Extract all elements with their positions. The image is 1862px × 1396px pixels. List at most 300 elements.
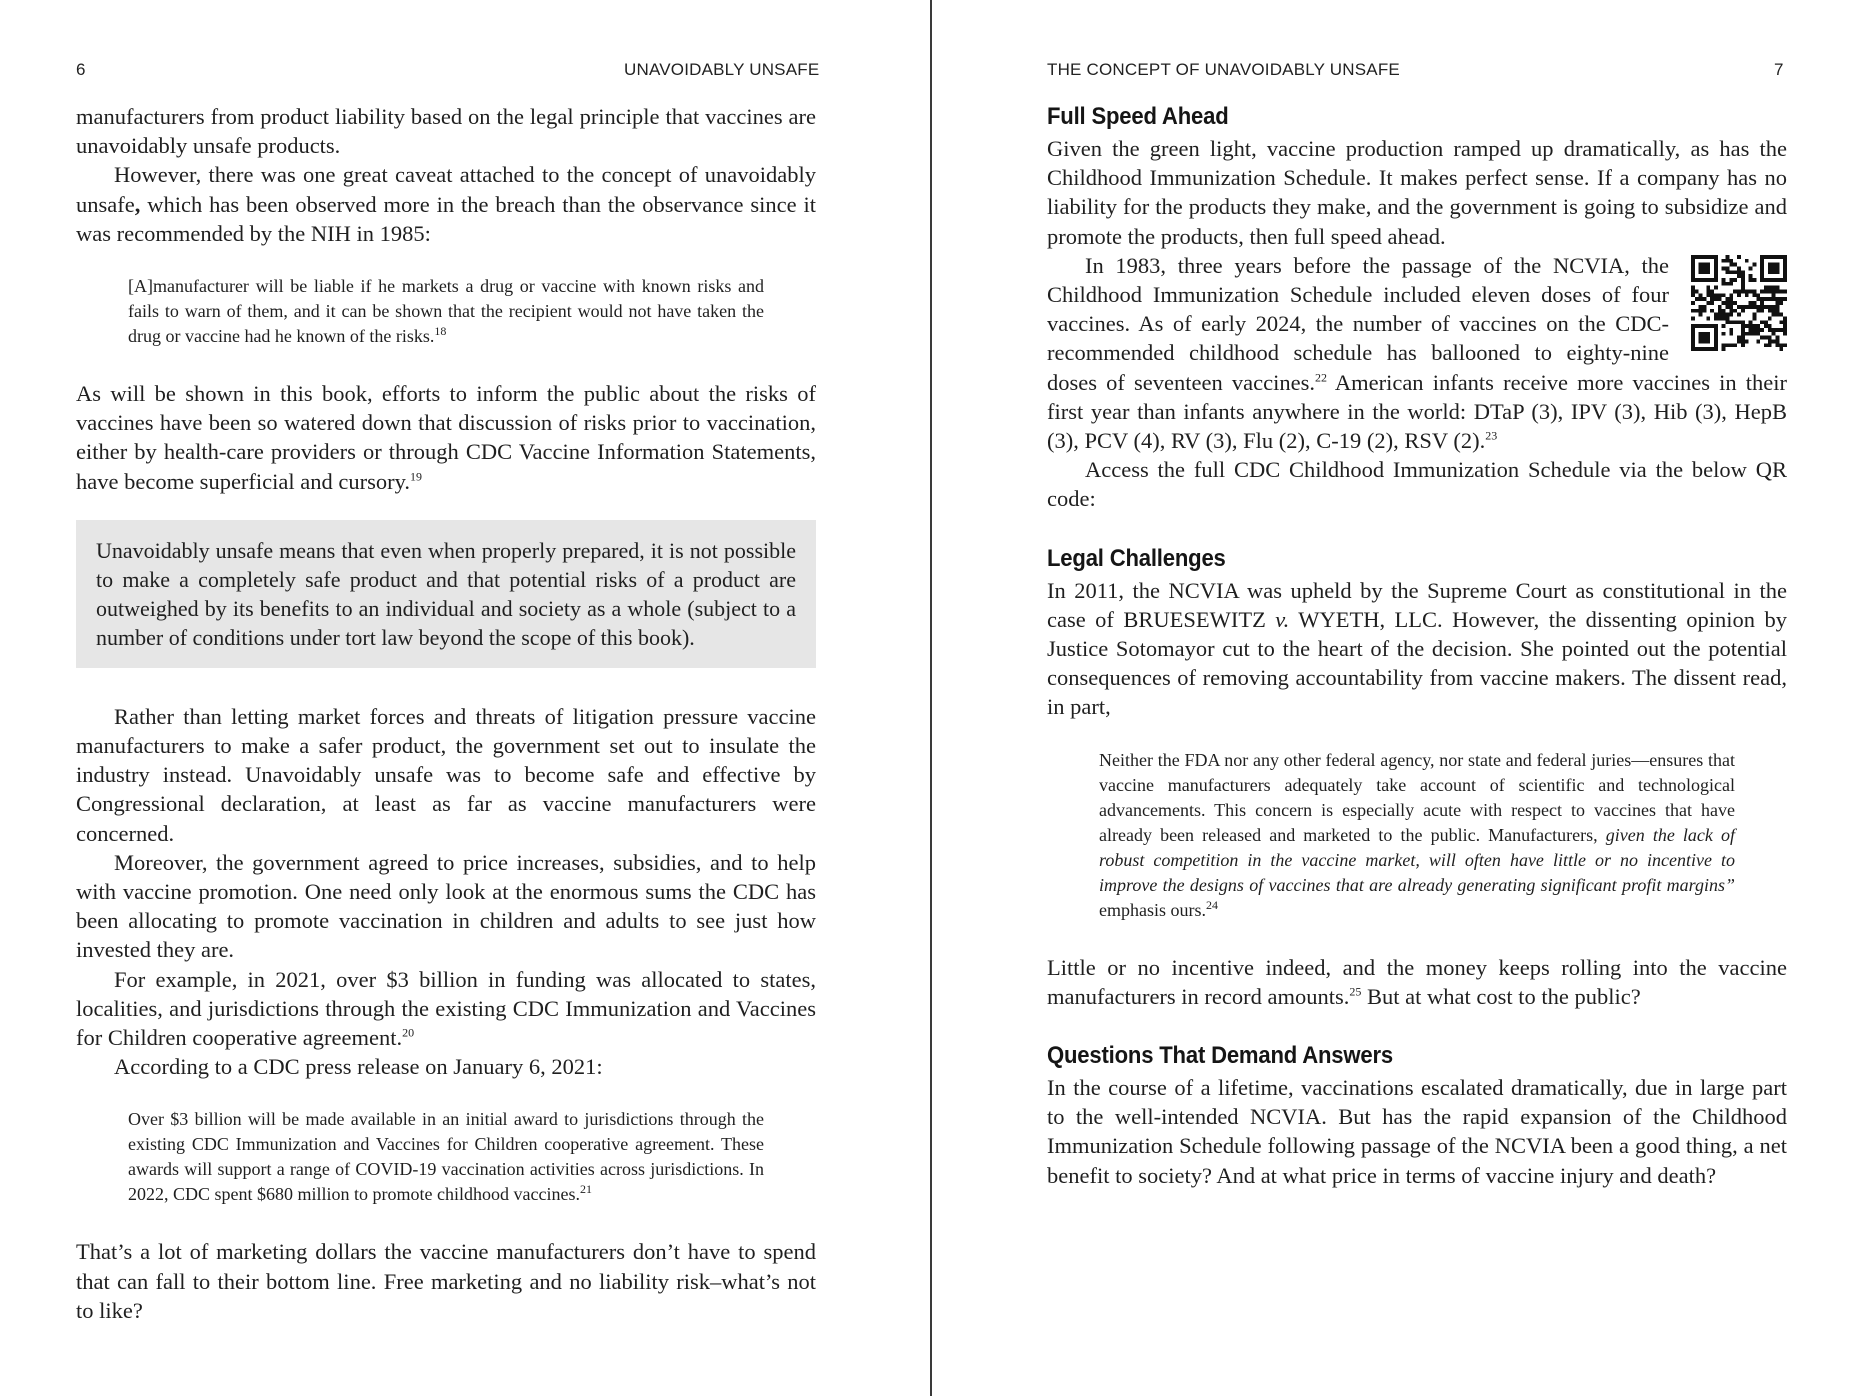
- qr-module: [1691, 328, 1695, 332]
- block-quote-nih-body: [A]manufacturer will be liable if he markets a drug or vaccine with known risks and fails to warn of them, and it can be shown that the recipient would not have taken the drug or vaccine had he known of the risks.: [128, 276, 764, 347]
- qr-module: [1706, 255, 1710, 259]
- qr-module: [1691, 259, 1695, 263]
- qr-module: [1752, 312, 1756, 316]
- qr-module: [1729, 332, 1733, 336]
- paragraph-supreme-court-text-a: In 2011, the NCVIA was upheld by the Supreme Court as constitutional in the case of BRUESEWITZ: [1047, 577, 1787, 632]
- qr-module: [1768, 286, 1772, 290]
- qr-module: [1783, 259, 1787, 263]
- qr-module: [1691, 266, 1695, 270]
- qr-module: [1749, 266, 1753, 270]
- paragraph-continued: manufacturers from product liability based on the legal principle that vaccines are unavoidably unsafe products.: [76, 104, 816, 159]
- qr-module: [1768, 328, 1772, 332]
- qr-module: [1695, 255, 1699, 259]
- qr-module: [1764, 289, 1768, 293]
- qr-module: [1760, 259, 1764, 263]
- qr-module: [1710, 347, 1714, 351]
- qr-module: [1714, 328, 1718, 332]
- qr-module: [1768, 289, 1772, 293]
- qr-module: [1768, 262, 1772, 266]
- qr-module: [1768, 324, 1772, 328]
- qr-module: [1752, 328, 1756, 332]
- qr-module: [1756, 332, 1760, 336]
- qr-module: [1779, 278, 1783, 282]
- footnote-ref-20: 20: [402, 1025, 415, 1040]
- qr-module: [1783, 332, 1787, 336]
- qr-module: [1691, 309, 1695, 313]
- block-quote-nih: [128, 274, 764, 349]
- qr-module: [1714, 297, 1718, 301]
- block-quote-dissent-emphasis-note: emphasis ours.: [1099, 899, 1206, 920]
- qr-module: [1764, 335, 1768, 339]
- qr-module: [1706, 270, 1710, 274]
- qr-module: [1756, 324, 1760, 328]
- qr-module: [1699, 262, 1703, 266]
- qr-code-icon[interactable]: [1691, 255, 1787, 351]
- qr-module: [1760, 289, 1764, 293]
- paragraph-risks: [76, 379, 816, 496]
- qr-module: [1726, 259, 1730, 263]
- qr-module: [1726, 282, 1730, 286]
- qr-module: [1760, 262, 1764, 266]
- qr-module: [1775, 301, 1779, 305]
- qr-module: [1772, 266, 1776, 270]
- paragraph-schedule-growth: [1047, 251, 1787, 455]
- left-text-column: [76, 102, 816, 1325]
- qr-module: [1779, 297, 1783, 301]
- qr-module: [1714, 278, 1718, 282]
- qr-module: [1691, 289, 1695, 293]
- qr-module: [1729, 328, 1733, 332]
- paragraph-supreme-court: [1047, 576, 1787, 722]
- qr-module: [1775, 278, 1779, 282]
- qr-module: [1722, 324, 1726, 328]
- qr-module: [1722, 282, 1726, 286]
- block-quote-dissent: [1099, 748, 1735, 923]
- qr-module: [1775, 262, 1779, 266]
- qr-module: [1737, 289, 1741, 293]
- qr-module: [1714, 270, 1718, 274]
- qr-module: [1729, 293, 1733, 297]
- qr-module: [1760, 320, 1764, 324]
- qr-module: [1764, 305, 1768, 309]
- qr-module: [1775, 286, 1779, 290]
- qr-module: [1760, 335, 1764, 339]
- running-head-left: UNAVOIDABLY UNSAFE: [624, 60, 820, 79]
- qr-module: [1760, 274, 1764, 278]
- qr-module: [1703, 278, 1707, 282]
- qr-module: [1779, 347, 1783, 351]
- qr-module: [1741, 320, 1745, 324]
- qr-module: [1729, 320, 1733, 324]
- qr-module: [1779, 255, 1783, 259]
- qr-module: [1768, 316, 1772, 320]
- qr-module: [1783, 289, 1787, 293]
- qr-module: [1749, 289, 1753, 293]
- qr-module: [1726, 312, 1730, 316]
- qr-module: [1775, 312, 1779, 316]
- qr-module: [1749, 274, 1753, 278]
- block-quote-dissent-text: [1099, 748, 1735, 923]
- footnote-ref-19: 19: [410, 469, 423, 484]
- qr-module: [1718, 309, 1722, 313]
- qr-module: [1703, 297, 1707, 301]
- qr-module: [1768, 335, 1772, 339]
- qr-module: [1760, 305, 1764, 309]
- qr-module: [1699, 332, 1703, 336]
- qr-module: [1699, 347, 1703, 351]
- qr-module: [1779, 312, 1783, 316]
- qr-module: [1729, 297, 1733, 301]
- qr-module: [1699, 335, 1703, 339]
- qr-module: [1726, 316, 1730, 320]
- qr-module: [1737, 293, 1741, 297]
- qr-module: [1772, 286, 1776, 290]
- qr-module: [1714, 286, 1718, 290]
- qr-module: [1699, 305, 1703, 309]
- block-quote-nih-text: [128, 274, 764, 349]
- qr-module: [1741, 270, 1745, 274]
- qr-module: [1760, 270, 1764, 274]
- left-page: [0, 0, 930, 1396]
- qr-module: [1729, 309, 1733, 313]
- qr-module: [1729, 301, 1733, 305]
- qr-module: [1691, 255, 1695, 259]
- qr-module: [1733, 278, 1737, 282]
- qr-module: [1729, 262, 1733, 266]
- qr-module: [1710, 289, 1714, 293]
- paragraph-access-schedule: Access the full CDC Childhood Immunization Schedule via the below QR code:: [1047, 457, 1787, 512]
- qr-module: [1764, 297, 1768, 301]
- qr-module: [1722, 278, 1726, 282]
- qr-module: [1741, 343, 1745, 347]
- qr-module: [1760, 278, 1764, 282]
- block-quote-dissent-italic: given the lack of robust competition in the vaccine market, will often have little or no incentive to improve the designs of vaccines that are already generating significant profit margins”: [1099, 824, 1735, 895]
- qr-module: [1764, 320, 1768, 324]
- qr-module: [1733, 320, 1737, 324]
- qr-module: [1706, 335, 1710, 339]
- qr-module: [1760, 309, 1764, 313]
- qr-module: [1764, 324, 1768, 328]
- qr-module: [1752, 301, 1756, 305]
- qr-module: [1768, 255, 1772, 259]
- qr-module: [1760, 297, 1764, 301]
- qr-module: [1726, 305, 1730, 309]
- qr-module: [1756, 305, 1760, 309]
- qr-module: [1722, 332, 1726, 336]
- qr-module: [1756, 309, 1760, 313]
- qr-module: [1706, 332, 1710, 336]
- qr-module: [1699, 297, 1703, 301]
- qr-module: [1737, 335, 1741, 339]
- qr-module: [1745, 259, 1749, 263]
- qr-module: [1783, 297, 1787, 301]
- qr-module: [1691, 343, 1695, 347]
- paragraph-little-incentive-text-a: Little or no incentive indeed, and the money keeps rolling into the vaccine manufacturers in record amounts.: [1047, 954, 1787, 1009]
- qr-module: [1783, 278, 1787, 282]
- qr-module: [1699, 309, 1703, 313]
- qr-module: [1703, 324, 1707, 328]
- qr-module: [1691, 293, 1695, 297]
- section-heading-full-speed: Full Speed Ahead: [1047, 103, 1229, 130]
- qr-module: [1741, 332, 1745, 336]
- qr-module: [1714, 255, 1718, 259]
- qr-module: [1745, 305, 1749, 309]
- qr-module: [1726, 343, 1730, 347]
- section-heading-legal-challenges: Legal Challenges: [1047, 544, 1226, 572]
- qr-module: [1741, 324, 1745, 328]
- qr-module: [1741, 289, 1745, 293]
- qr-module: [1699, 293, 1703, 297]
- definition-callout-box: [76, 520, 816, 668]
- qr-module: [1756, 297, 1760, 301]
- qr-module: [1722, 312, 1726, 316]
- qr-module: [1691, 324, 1695, 328]
- qr-module: [1722, 343, 1726, 347]
- qr-module: [1714, 312, 1718, 316]
- qr-module: [1772, 332, 1776, 336]
- qr-module: [1729, 305, 1733, 309]
- qr-module: [1768, 305, 1772, 309]
- qr-module: [1752, 305, 1756, 309]
- qr-module: [1775, 309, 1779, 313]
- qr-module: [1703, 335, 1707, 339]
- qr-module: [1745, 293, 1749, 297]
- qr-module: [1741, 278, 1745, 282]
- qr-module: [1775, 339, 1779, 343]
- qr-module: [1691, 347, 1695, 351]
- qr-module: [1733, 343, 1737, 347]
- qr-module: [1741, 309, 1745, 313]
- qr-module: [1749, 328, 1753, 332]
- qr-module: [1722, 301, 1726, 305]
- qr-module: [1699, 339, 1703, 343]
- qr-module: [1775, 270, 1779, 274]
- qr-module: [1760, 255, 1764, 259]
- qr-module: [1764, 278, 1768, 282]
- qr-module: [1741, 274, 1745, 278]
- footnote-ref-23: 23: [1485, 428, 1498, 443]
- paragraph-little-incentive-text-b: But at what cost to the public?: [1361, 983, 1641, 1009]
- paragraph-schedule-growth-text-b: American infants receive more vaccines in their first year than infants anywhere in the world: DTaP (3), IPV (3), Hib (3), HepB (3), PCV (4), RV (3), Flu (2), C-19 (2), RSV (2).: [1047, 369, 1787, 454]
- qr-module: [1718, 312, 1722, 316]
- qr-module: [1768, 266, 1772, 270]
- paragraph-funding: [76, 965, 816, 1053]
- section-heading-questions: Questions That Demand Answers: [1047, 1042, 1393, 1070]
- qr-module: [1749, 305, 1753, 309]
- qr-module: [1741, 339, 1745, 343]
- qr-module: [1726, 320, 1730, 324]
- qr-module: [1706, 293, 1710, 297]
- qr-module: [1726, 270, 1730, 274]
- qr-module: [1756, 339, 1760, 343]
- qr-module: [1703, 270, 1707, 274]
- paragraph-supreme-court-text-b: WYETH, LLC. However, the dissenting opinion by Justice Sotomayor cut to the heart of the decision. She pointed out the potential consequences of removing accountability from vaccine makers. The dissent read, in part,: [1047, 606, 1787, 720]
- qr-module: [1729, 312, 1733, 316]
- qr-module: [1752, 316, 1756, 320]
- qr-module: [1779, 328, 1783, 332]
- qr-module: [1714, 266, 1718, 270]
- qr-module: [1729, 282, 1733, 286]
- qr-module: [1706, 278, 1710, 282]
- qr-module: [1691, 278, 1695, 282]
- qr-module: [1760, 328, 1764, 332]
- qr-module: [1752, 324, 1756, 328]
- qr-module: [1775, 289, 1779, 293]
- qr-module: [1752, 293, 1756, 297]
- block-quote-cdc: [128, 1107, 764, 1207]
- footnote-ref-21: 21: [579, 1182, 592, 1197]
- qr-module: [1706, 347, 1710, 351]
- qr-module: [1706, 286, 1710, 290]
- qr-module: [1768, 278, 1772, 282]
- definition-callout-text: Unavoidably unsafe means that even when properly prepared, it is not possible to make a completely safe product and that potential risks of a product are outweighed by its benefits to an individual and society as a whole (subject to a number of conditions under tort law beyond the scope of this book).: [96, 537, 796, 650]
- paragraph-green-light: Given the green light, vaccine production ramped up dramatically, as has the Childhood Immunization Schedule. It makes perfect sense. If a company has no liability for the products they make, and the government is going to subsidize and promote the products, then full speed ahead.: [1047, 136, 1787, 249]
- qr-module: [1745, 332, 1749, 336]
- qr-module: [1691, 286, 1695, 290]
- qr-module: [1718, 293, 1722, 297]
- qr-module: [1695, 289, 1699, 293]
- qr-module: [1691, 301, 1695, 305]
- qr-module: [1772, 297, 1776, 301]
- paragraph-caveat-text-a: However, there was one great caveat attached to the concept of unavoidably unsafe: [76, 162, 816, 217]
- qr-module: [1764, 286, 1768, 290]
- qr-module: [1703, 262, 1707, 266]
- qr-module: [1714, 343, 1718, 347]
- qr-module: [1737, 270, 1741, 274]
- qr-module: [1706, 262, 1710, 266]
- qr-module: [1695, 309, 1699, 313]
- block-quote-cdc-text: [128, 1107, 764, 1207]
- qr-module: [1706, 266, 1710, 270]
- qr-module: [1752, 289, 1756, 293]
- qr-module: [1699, 278, 1703, 282]
- qr-module: [1733, 301, 1737, 305]
- qr-module: [1756, 293, 1760, 297]
- qr-module: [1783, 270, 1787, 274]
- paragraph-risks-text: As will be shown in this book, efforts to inform the public about the risks of vaccines have been so watered down that discussion of risks prior to vaccination, either by health-care providers or through CDC Vaccine Information Statements, have become superficial and cursory.: [76, 381, 816, 494]
- qr-module: [1768, 297, 1772, 301]
- qr-module: [1749, 278, 1753, 282]
- qr-module: [1726, 297, 1730, 301]
- qr-module: [1737, 312, 1741, 316]
- qr-module: [1737, 305, 1741, 309]
- qr-module: [1764, 255, 1768, 259]
- qr-module: [1733, 289, 1737, 293]
- qr-module: [1779, 343, 1783, 347]
- qr-module: [1783, 324, 1787, 328]
- qr-module: [1718, 305, 1722, 309]
- qr-module: [1699, 324, 1703, 328]
- qr-module: [1726, 255, 1730, 259]
- qr-module: [1699, 312, 1703, 316]
- footnote-ref-25: 25: [1349, 984, 1362, 999]
- qr-module: [1779, 289, 1783, 293]
- qr-module: [1749, 320, 1753, 324]
- qr-module: [1714, 335, 1718, 339]
- qr-module: [1779, 320, 1783, 324]
- paragraph-schedule-growth-text-a: In 1983, three years before the passage of the NCVIA, the Childhood Immunization Schedule included eleven doses of four vaccines. As of early 2024, the number of vaccines on the CDC-recommended childhood schedule has ballooned to eighty-nine doses of seventeen vaccines.: [1047, 252, 1669, 395]
- qr-module: [1783, 255, 1787, 259]
- qr-module: [1691, 316, 1695, 320]
- qr-module: [1729, 278, 1733, 282]
- qr-module: [1772, 328, 1776, 332]
- block-quote-dissent-body: Neither the FDA nor any other federal agency, nor state and federal juries—ensures that vaccine manufacturers adequately take account of scientific and technological advancements. This concern is especially acute with respect to vaccines that have already been released and marketed to the public. Manufacturers,: [1099, 749, 1735, 845]
- qr-module: [1749, 324, 1753, 328]
- qr-module: [1706, 339, 1710, 343]
- qr-module: [1703, 309, 1707, 313]
- qr-module: [1718, 316, 1722, 320]
- qr-module: [1772, 262, 1776, 266]
- qr-module: [1779, 301, 1783, 305]
- qr-module: [1768, 270, 1772, 274]
- paragraph-funding-text: For example, in 2021, over $3 billion in funding was allocated to states, localities, and jurisdictions through the existing CDC Immunization and Vaccines for Children cooperative agreement.: [76, 966, 816, 1051]
- qr-module: [1741, 305, 1745, 309]
- qr-module: [1699, 255, 1703, 259]
- qr-module: [1729, 270, 1733, 274]
- paragraph-caveat-bold-comma: ,: [134, 191, 141, 217]
- page-number-left: 6: [76, 60, 86, 79]
- qr-module: [1741, 282, 1745, 286]
- running-head-right: THE CONCEPT OF UNAVOIDABLY UNSAFE: [1047, 60, 1400, 79]
- qr-module: [1752, 332, 1756, 336]
- qr-module: [1760, 266, 1764, 270]
- qr-module: [1783, 320, 1787, 324]
- qr-module: [1768, 309, 1772, 313]
- qr-module: [1691, 339, 1695, 343]
- qr-module: [1772, 293, 1776, 297]
- qr-module: [1733, 270, 1737, 274]
- qr-module: [1783, 274, 1787, 278]
- qr-module: [1772, 309, 1776, 313]
- qr-module: [1760, 301, 1764, 305]
- paragraph-marketing-dollars: That’s a lot of marketing dollars the vaccine manufacturers don’t have to spend that can fall to their bottom line. Free marketing and no liability risk–what’s not to like?: [76, 1239, 816, 1323]
- qr-module: [1710, 255, 1714, 259]
- qr-module: [1733, 262, 1737, 266]
- qr-module: [1745, 289, 1749, 293]
- qr-module: [1703, 255, 1707, 259]
- paragraph-lifetime: In the course of a lifetime, vaccinations escalated dramatically, due in large part to the well-intended NCVIA. But has the rapid expansion of the Childhood Immunization Schedule following passage of the NCVIA been a good thing, a net benefit to society? And at what price in terms of vaccine injury and death?: [1047, 1075, 1787, 1188]
- qr-module: [1783, 262, 1787, 266]
- qr-module: [1714, 339, 1718, 343]
- qr-module: [1745, 339, 1749, 343]
- qr-module: [1714, 262, 1718, 266]
- qr-module: [1749, 301, 1753, 305]
- qr-module: [1710, 297, 1714, 301]
- qr-module: [1749, 332, 1753, 336]
- qr-module: [1722, 309, 1726, 313]
- qr-module: [1775, 343, 1779, 347]
- qr-module: [1722, 259, 1726, 263]
- qr-module: [1745, 324, 1749, 328]
- qr-module: [1775, 328, 1779, 332]
- qr-module: [1741, 335, 1745, 339]
- qr-module: [1775, 266, 1779, 270]
- qr-module: [1733, 309, 1737, 313]
- qr-module: [1737, 320, 1741, 324]
- qr-module: [1741, 286, 1745, 290]
- qr-module: [1768, 339, 1772, 343]
- qr-module: [1737, 339, 1741, 343]
- qr-module: [1729, 259, 1733, 263]
- qr-module: [1714, 293, 1718, 297]
- qr-module: [1710, 301, 1714, 305]
- paragraph-press-release: According to a CDC press release on January 6, 2021:: [114, 1054, 603, 1080]
- qr-module: [1772, 305, 1776, 309]
- qr-module: [1737, 266, 1741, 270]
- qr-module: [1710, 278, 1714, 282]
- qr-module: [1772, 255, 1776, 259]
- qr-module: [1706, 289, 1710, 293]
